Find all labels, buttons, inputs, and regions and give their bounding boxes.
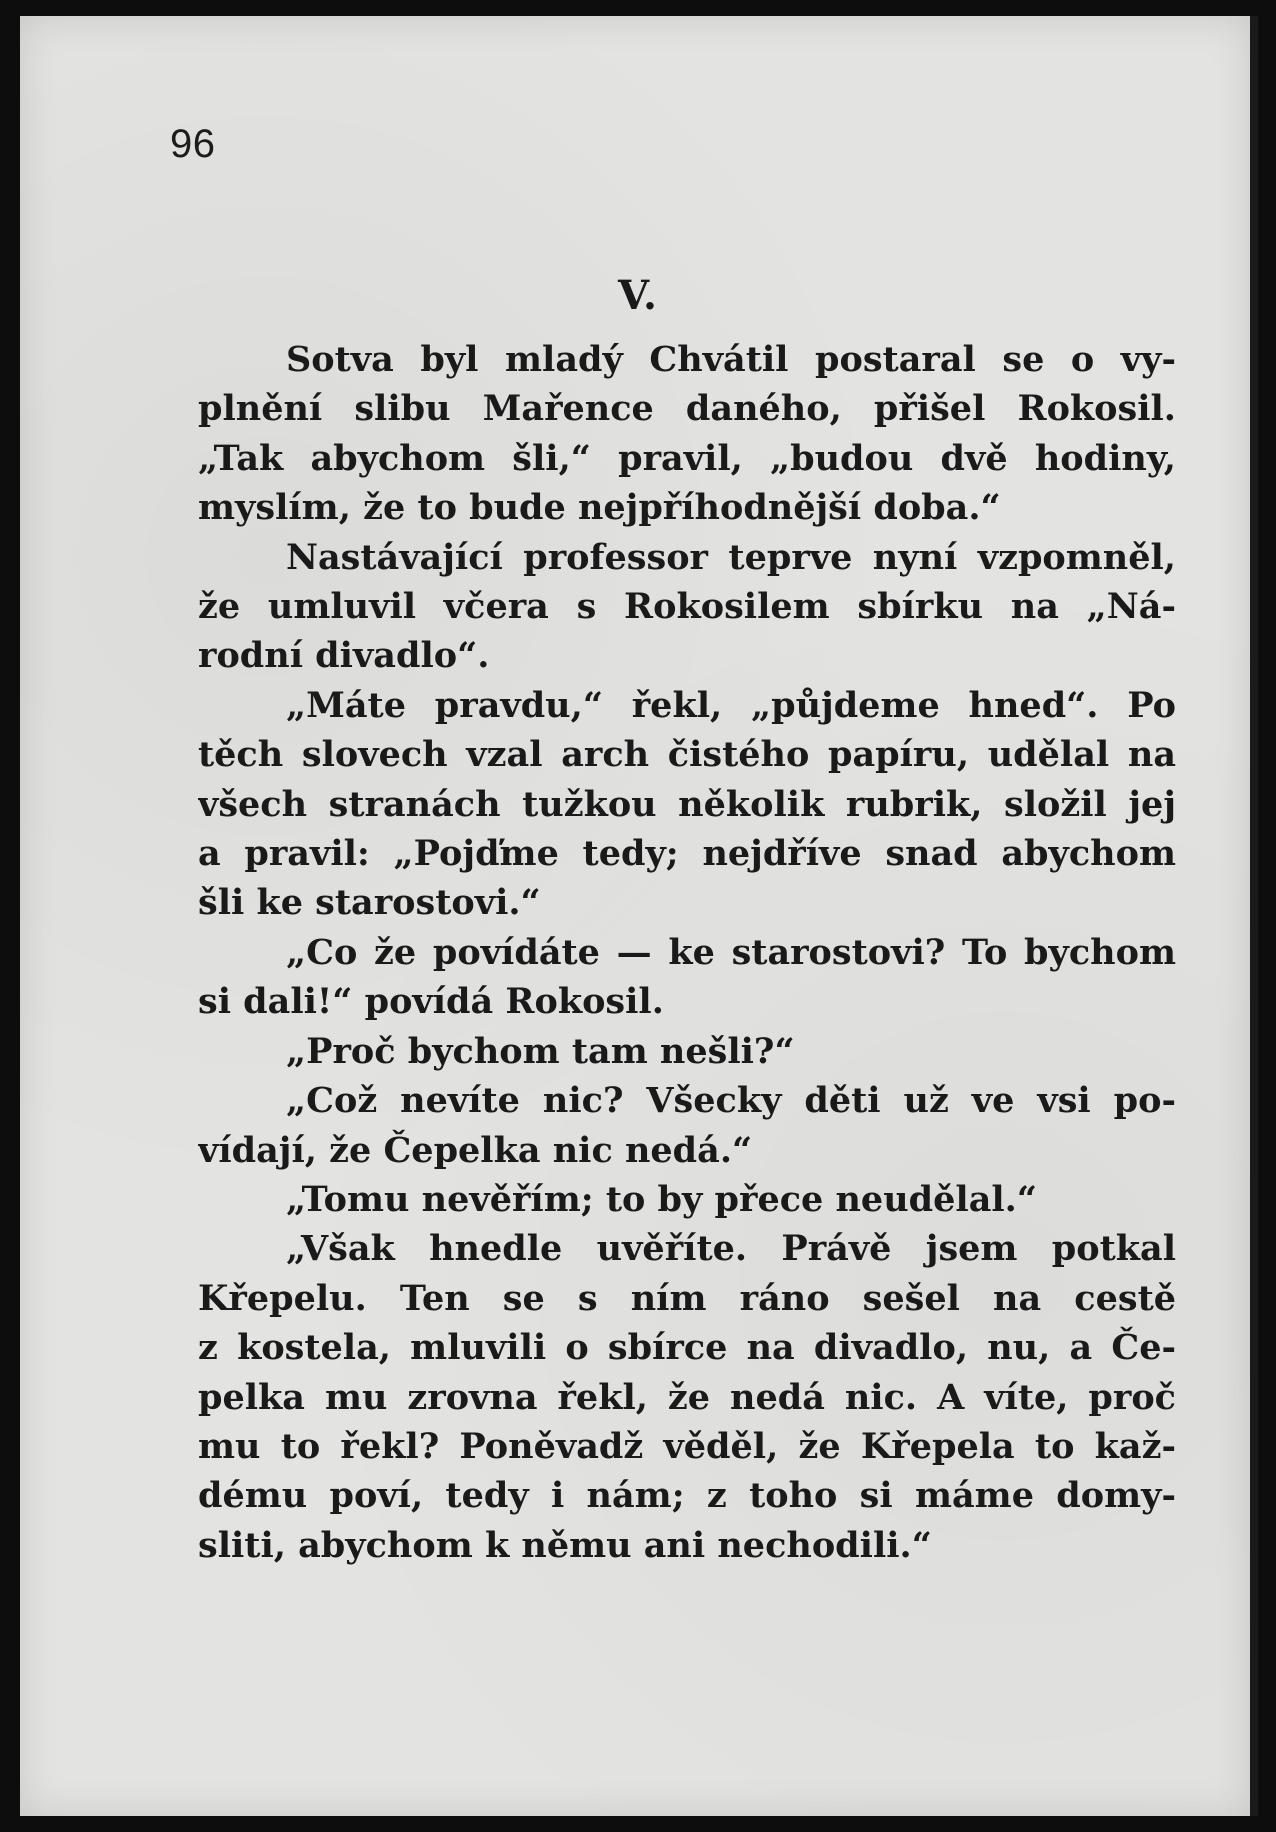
text-line: „Však hnedle uvěříte. Právě jsem potkal (286, 1228, 1176, 1270)
text-line: „Máte pravdu,“ řekl, „půjdeme hned“. Po (286, 684, 1176, 726)
text-line: všech stranách tužkou několik rubrik, složil jej (198, 783, 1176, 825)
text-line: Sotva byl mladý Chvátil postaral se o vy- (286, 339, 1176, 380)
text-line: z kostela, mluvili o sbírce na divadlo, nu, a Če- (198, 1327, 1176, 1369)
text-line: „Proč bychom tam nešli?“ (286, 1030, 795, 1072)
text-line: mu to řekl? Poněvadž věděl, že Křepela to kaž- (198, 1425, 1176, 1467)
text-line: „Tak abychom šli,“ pravil, „budou dvě hodiny, (198, 437, 1176, 479)
text-line: myslím, že to bude nejpříhodnější doba.“ (198, 487, 1001, 529)
text-line: šli ke starostovi.“ (198, 882, 541, 924)
text-line: pelka mu zrovna řekl, že nedá nic. A víte, proč (198, 1376, 1176, 1418)
text-line: „Což nevíte nic? Všecky děti už ve vsi po- (286, 1080, 1176, 1122)
page-number: 96 (170, 122, 216, 166)
text-line: a pravil: „Pojďme tedy; nejdříve snad abychom (198, 833, 1176, 875)
text-line: „Co že povídáte — ke starostovi? To bychom (286, 931, 1176, 973)
text-line: dému poví, tedy i nám; z toho si máme domy- (198, 1475, 1176, 1517)
text-line: že umluvil včera s Rokosilem sbírku na „Ná- (198, 586, 1176, 628)
text-line: těch slovech vzal arch čistého papíru, udělal na (198, 734, 1176, 776)
text-line: Křepelu. Ten se s ním ráno sešel na cestě (198, 1277, 1176, 1319)
text-line: si dali!“ povídá Rokosil. (198, 981, 664, 1023)
chapter-body-text (198, 335, 1176, 1570)
text-line: „Tomu nevěřím; to by přece neudělal.“ (286, 1178, 1037, 1220)
chapter-heading: V. (618, 272, 658, 319)
text-line: Nastávající professor teprve nyní vzpomněl, (286, 536, 1176, 578)
text-line: rodní divadlo“. (198, 635, 490, 677)
text-line: sliti, abychom k němu ani nechodili.“ (198, 1524, 932, 1566)
text-line: vídají, že Čepelka nic nedá.“ (198, 1129, 753, 1171)
text-line: plnění slibu Mařence daného, přišel Rokosil. (198, 388, 1176, 430)
